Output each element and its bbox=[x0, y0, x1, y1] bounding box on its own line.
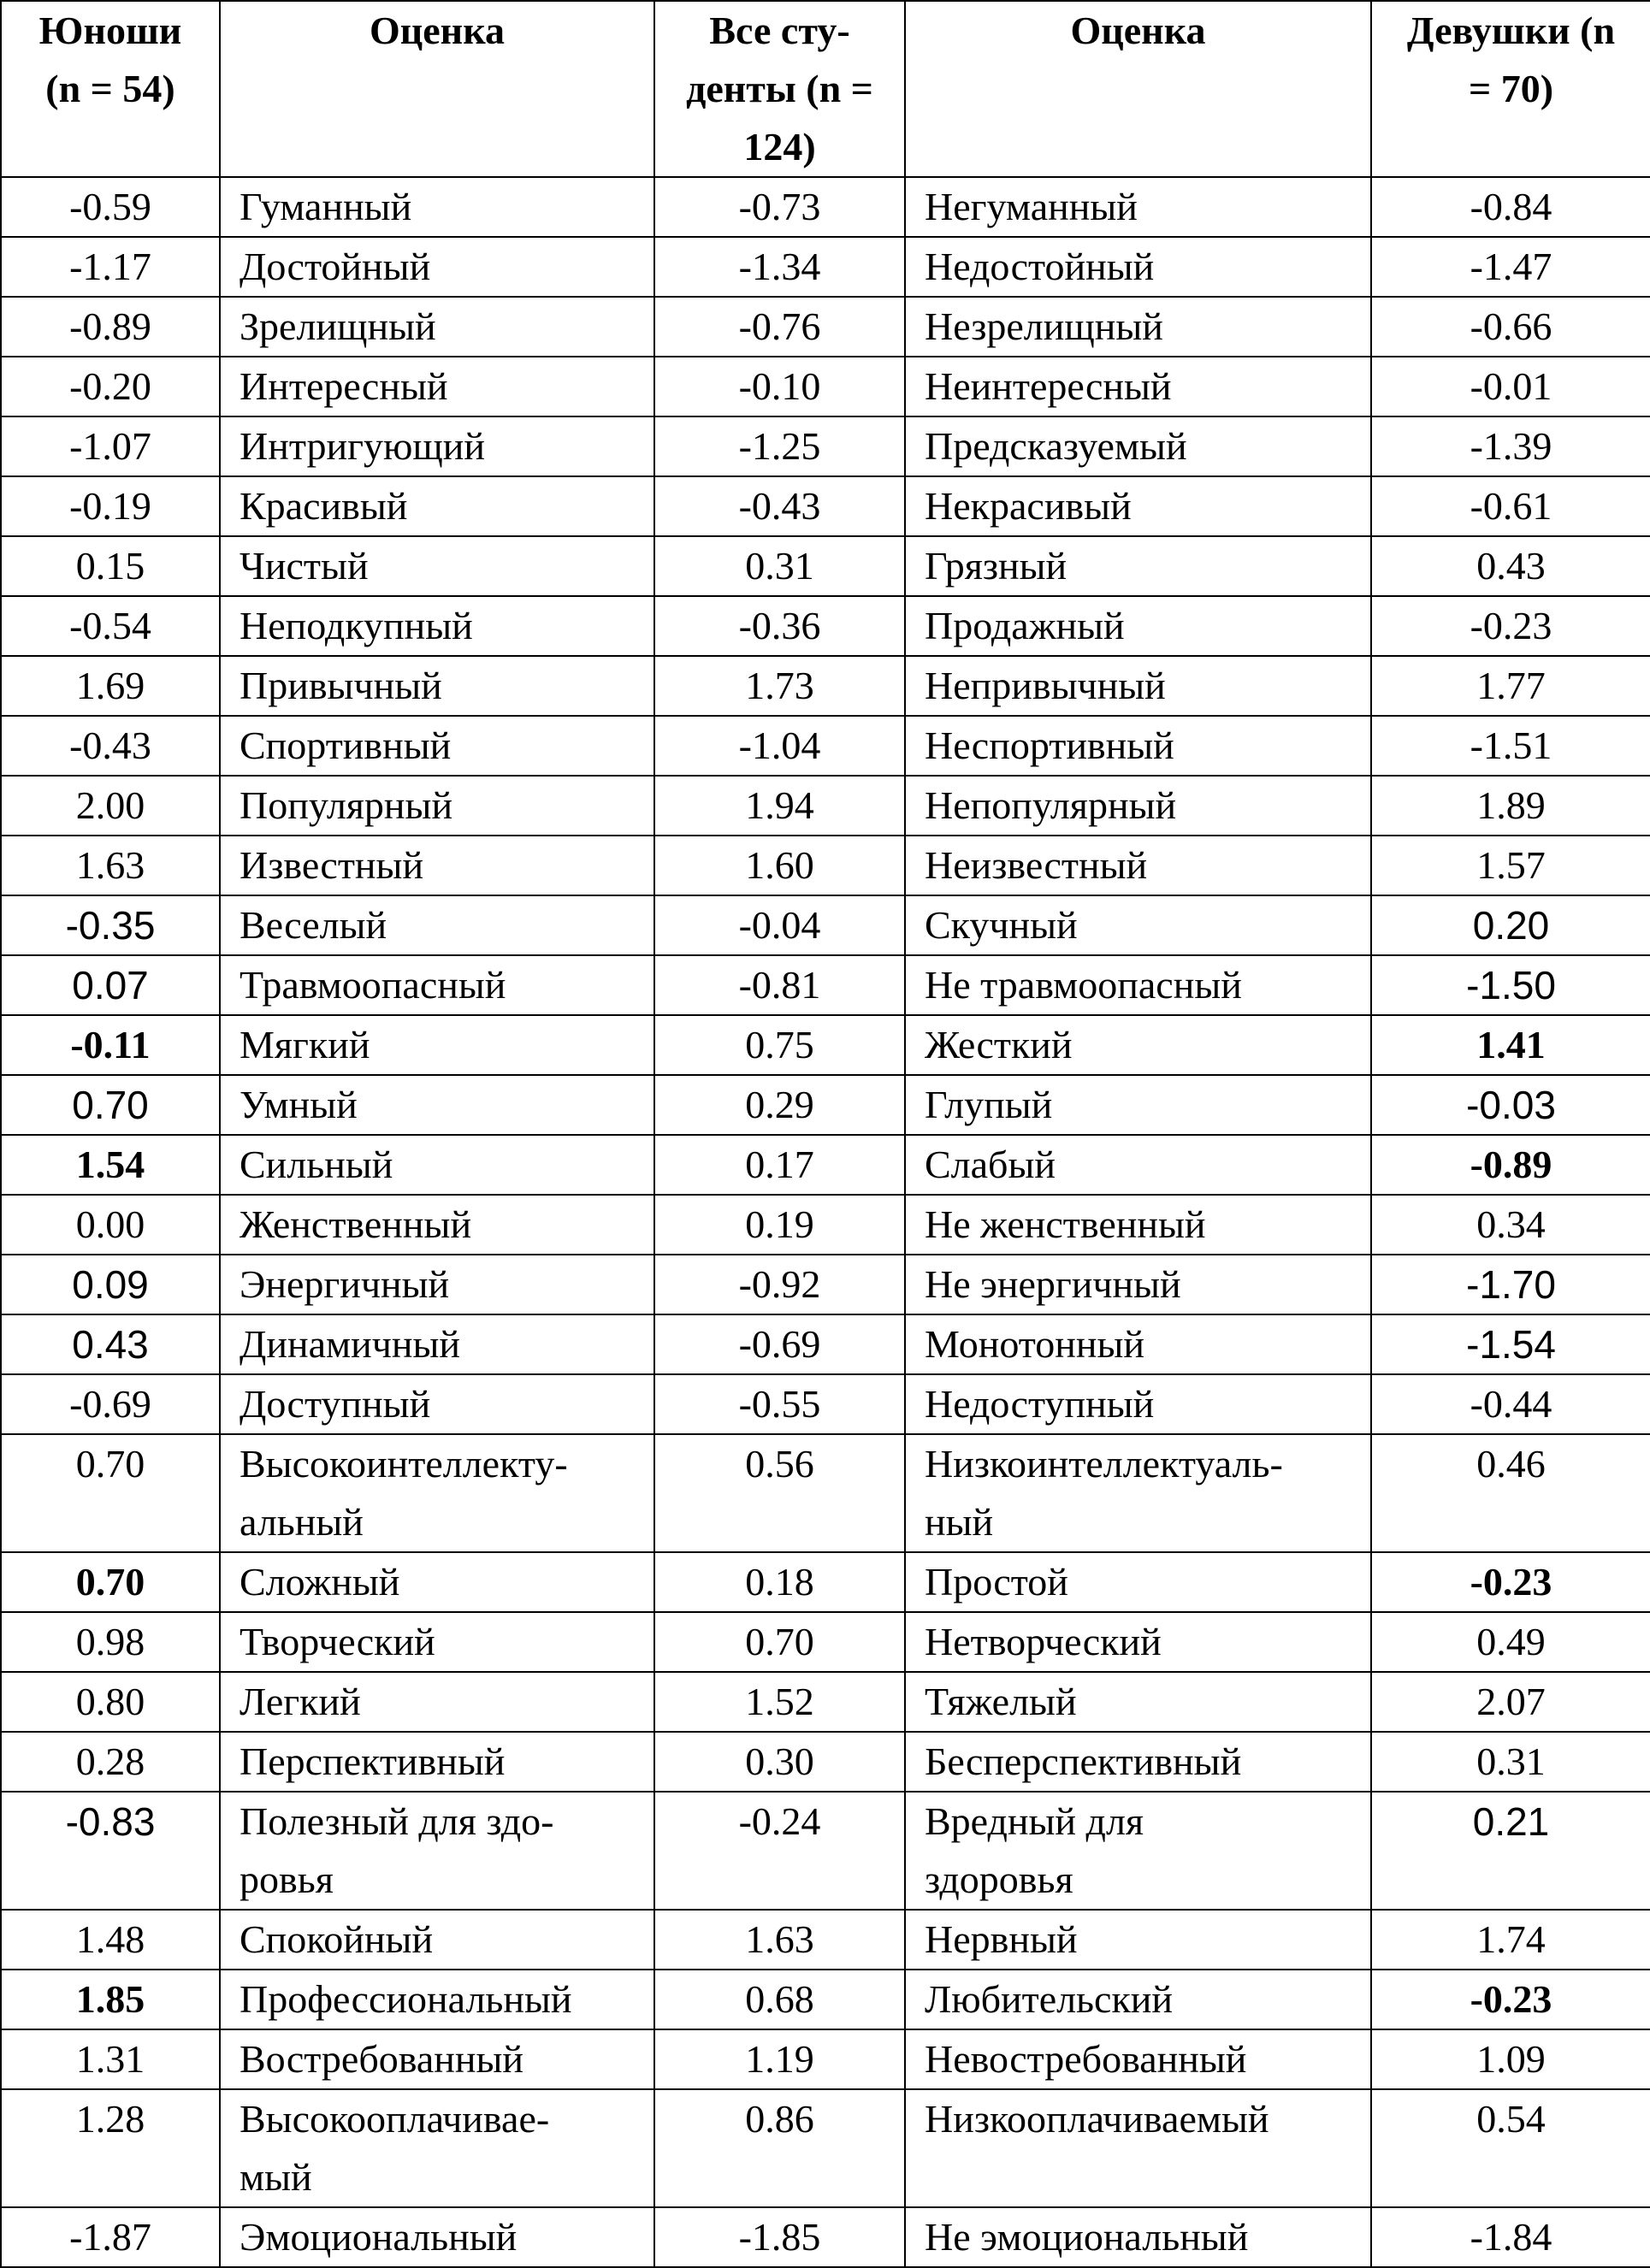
cell-negative-adjective: Не энергичный bbox=[905, 1255, 1371, 1314]
cell-girls-score: -0.66 bbox=[1371, 297, 1650, 357]
table-row bbox=[1, 297, 1650, 357]
table-row bbox=[1, 1075, 1650, 1135]
cell-positive-adjective: Травмоопасный bbox=[220, 955, 654, 1015]
table-row bbox=[1, 416, 1650, 476]
cell-all-students-score: 0.29 bbox=[654, 1075, 905, 1135]
cell-girls-score: 0.20 bbox=[1371, 895, 1650, 955]
cell-boys-score: 0.80 bbox=[1, 1672, 220, 1732]
cell-positive-adjective: Динамичный bbox=[220, 1314, 654, 1374]
table-row bbox=[1, 1792, 1650, 1910]
cell-girls-score: 1.41 bbox=[1371, 1015, 1650, 1075]
cell-positive-adjective: Известный bbox=[220, 836, 654, 895]
cell-boys-score: 1.48 bbox=[1, 1910, 220, 1970]
cell-positive-adjective: Интригующий bbox=[220, 416, 654, 476]
cell-positive-adjective: Полезный для здо- ровья bbox=[220, 1792, 654, 1910]
cell-positive-adjective: Веселый bbox=[220, 895, 654, 955]
table-row bbox=[1, 1314, 1650, 1374]
cell-boys-score: 0.09 bbox=[1, 1255, 220, 1314]
cell-all-students-score: 0.75 bbox=[654, 1015, 905, 1075]
cell-positive-adjective: Высокоинтеллекту- альный bbox=[220, 1434, 654, 1552]
table-row bbox=[1, 1434, 1650, 1552]
cell-girls-score: -1.70 bbox=[1371, 1255, 1650, 1314]
cell-girls-score: -1.51 bbox=[1371, 716, 1650, 776]
table-row bbox=[1, 177, 1650, 237]
cell-all-students-score: 1.94 bbox=[654, 776, 905, 836]
cell-all-students-score: 0.68 bbox=[654, 1970, 905, 2029]
cell-positive-adjective: Достойный bbox=[220, 237, 654, 297]
cell-negative-adjective: Низкооплачиваемый bbox=[905, 2089, 1371, 2207]
cell-all-students-score: 1.73 bbox=[654, 656, 905, 716]
cell-boys-score: 1.28 bbox=[1, 2089, 220, 2207]
cell-all-students-score: -1.25 bbox=[654, 416, 905, 476]
cell-negative-adjective: Неспортивный bbox=[905, 716, 1371, 776]
cell-boys-score: -0.11 bbox=[1, 1015, 220, 1075]
header-boys: Юноши (n = 54) bbox=[1, 1, 220, 177]
cell-positive-adjective: Творческий bbox=[220, 1612, 654, 1672]
cell-boys-score: -1.17 bbox=[1, 237, 220, 297]
cell-negative-adjective: Некрасивый bbox=[905, 476, 1371, 536]
cell-positive-adjective: Востребованный bbox=[220, 2029, 654, 2089]
cell-girls-score: -0.23 bbox=[1371, 596, 1650, 656]
cell-boys-score: -0.19 bbox=[1, 476, 220, 536]
table-row bbox=[1, 1552, 1650, 1612]
cell-positive-adjective: Популярный bbox=[220, 776, 654, 836]
cell-positive-adjective: Эмоциональный bbox=[220, 2207, 654, 2267]
cell-girls-score: 0.21 bbox=[1371, 1792, 1650, 1910]
cell-boys-score: 1.31 bbox=[1, 2029, 220, 2089]
cell-negative-adjective: Непривычный bbox=[905, 656, 1371, 716]
cell-girls-score: 1.74 bbox=[1371, 1910, 1650, 1970]
cell-girls-score: 0.49 bbox=[1371, 1612, 1650, 1672]
cell-positive-adjective: Умный bbox=[220, 1075, 654, 1135]
cell-all-students-score: 1.60 bbox=[654, 836, 905, 895]
cell-boys-score: -0.35 bbox=[1, 895, 220, 955]
table-row bbox=[1, 1672, 1650, 1732]
cell-boys-score: 0.98 bbox=[1, 1612, 220, 1672]
cell-boys-score: 1.85 bbox=[1, 1970, 220, 2029]
cell-positive-adjective: Спокойный bbox=[220, 1910, 654, 1970]
cell-negative-adjective: Грязный bbox=[905, 536, 1371, 596]
cell-all-students-score: 0.18 bbox=[654, 1552, 905, 1612]
table-row bbox=[1, 1374, 1650, 1434]
cell-boys-score: -0.59 bbox=[1, 177, 220, 237]
cell-positive-adjective: Сложный bbox=[220, 1552, 654, 1612]
cell-boys-score: -0.69 bbox=[1, 1374, 220, 1434]
header-rating-positive: Оценка bbox=[220, 1, 654, 177]
table-row bbox=[1, 536, 1650, 596]
cell-boys-score: 0.07 bbox=[1, 955, 220, 1015]
header-all-students: Все сту- денты (n = 124) bbox=[654, 1, 905, 177]
cell-all-students-score: 0.70 bbox=[654, 1612, 905, 1672]
table-row bbox=[1, 1612, 1650, 1672]
cell-girls-score: -0.23 bbox=[1371, 1552, 1650, 1612]
cell-negative-adjective: Бесперспективный bbox=[905, 1732, 1371, 1792]
header-rating-negative: Оценка bbox=[905, 1, 1371, 177]
cell-positive-adjective: Красивый bbox=[220, 476, 654, 536]
cell-negative-adjective: Не эмоциональный bbox=[905, 2207, 1371, 2267]
cell-all-students-score: 0.17 bbox=[654, 1135, 905, 1195]
cell-negative-adjective: Слабый bbox=[905, 1135, 1371, 1195]
cell-girls-score: -1.84 bbox=[1371, 2207, 1650, 2267]
table-row bbox=[1, 895, 1650, 955]
cell-all-students-score: -0.92 bbox=[654, 1255, 905, 1314]
cell-girls-score: 0.31 bbox=[1371, 1732, 1650, 1792]
cell-boys-score: -1.87 bbox=[1, 2207, 220, 2267]
table-row bbox=[1, 836, 1650, 895]
cell-positive-adjective: Профессиональный bbox=[220, 1970, 654, 2029]
cell-positive-adjective: Мягкий bbox=[220, 1015, 654, 1075]
cell-positive-adjective: Спортивный bbox=[220, 716, 654, 776]
cell-girls-score: -1.54 bbox=[1371, 1314, 1650, 1374]
cell-positive-adjective: Сильный bbox=[220, 1135, 654, 1195]
cell-all-students-score: -1.04 bbox=[654, 716, 905, 776]
table-row bbox=[1, 2029, 1650, 2089]
cell-boys-score: -0.83 bbox=[1, 1792, 220, 1910]
cell-positive-adjective: Энергичный bbox=[220, 1255, 654, 1314]
table-row bbox=[1, 1135, 1650, 1195]
table-row bbox=[1, 476, 1650, 536]
cell-boys-score: 1.63 bbox=[1, 836, 220, 895]
cell-negative-adjective: Неизвестный bbox=[905, 836, 1371, 895]
cell-all-students-score: 0.30 bbox=[654, 1732, 905, 1792]
table-row bbox=[1, 2207, 1650, 2267]
table-row bbox=[1, 1195, 1650, 1255]
cell-negative-adjective: Жесткий bbox=[905, 1015, 1371, 1075]
cell-boys-score: 0.15 bbox=[1, 536, 220, 596]
cell-girls-score: -1.39 bbox=[1371, 416, 1650, 476]
cell-negative-adjective: Нервный bbox=[905, 1910, 1371, 1970]
cell-negative-adjective: Негуманный bbox=[905, 177, 1371, 237]
cell-girls-score: -0.89 bbox=[1371, 1135, 1650, 1195]
cell-negative-adjective: Любительский bbox=[905, 1970, 1371, 2029]
cell-girls-score: 1.89 bbox=[1371, 776, 1650, 836]
cell-all-students-score: 0.56 bbox=[654, 1434, 905, 1552]
table-row bbox=[1, 955, 1650, 1015]
cell-negative-adjective: Неинтересный bbox=[905, 357, 1371, 416]
cell-girls-score: 1.77 bbox=[1371, 656, 1650, 716]
cell-all-students-score: 0.19 bbox=[654, 1195, 905, 1255]
cell-positive-adjective: Женственный bbox=[220, 1195, 654, 1255]
cell-positive-adjective: Высокооплачивае- мый bbox=[220, 2089, 654, 2207]
cell-all-students-score: -0.81 bbox=[654, 955, 905, 1015]
table-header bbox=[1, 1, 1650, 177]
cell-boys-score: 2.00 bbox=[1, 776, 220, 836]
cell-negative-adjective: Вредный для здоровья bbox=[905, 1792, 1371, 1910]
table-row bbox=[1, 716, 1650, 776]
cell-all-students-score: -1.85 bbox=[654, 2207, 905, 2267]
cell-boys-score: 0.00 bbox=[1, 1195, 220, 1255]
cell-girls-score: 0.46 bbox=[1371, 1434, 1650, 1552]
cell-negative-adjective: Незрелищный bbox=[905, 297, 1371, 357]
cell-all-students-score: -0.73 bbox=[654, 177, 905, 237]
cell-boys-score: 1.54 bbox=[1, 1135, 220, 1195]
cell-girls-score: -0.44 bbox=[1371, 1374, 1650, 1434]
cell-girls-score: -0.61 bbox=[1371, 476, 1650, 536]
cell-negative-adjective: Монотонный bbox=[905, 1314, 1371, 1374]
cell-boys-score: 1.69 bbox=[1, 656, 220, 716]
table-row bbox=[1, 1970, 1650, 2029]
cell-negative-adjective: Не женственный bbox=[905, 1195, 1371, 1255]
cell-boys-score: 0.70 bbox=[1, 1075, 220, 1135]
cell-all-students-score: 0.86 bbox=[654, 2089, 905, 2207]
table-row bbox=[1, 357, 1650, 416]
table-row bbox=[1, 1015, 1650, 1075]
header-row bbox=[1, 1, 1650, 177]
cell-negative-adjective: Тяжелый bbox=[905, 1672, 1371, 1732]
cell-girls-score: 0.43 bbox=[1371, 536, 1650, 596]
cell-all-students-score: 0.31 bbox=[654, 536, 905, 596]
table-row bbox=[1, 1732, 1650, 1792]
cell-positive-adjective: Гуманный bbox=[220, 177, 654, 237]
cell-negative-adjective: Предсказуемый bbox=[905, 416, 1371, 476]
cell-boys-score: -0.54 bbox=[1, 596, 220, 656]
cell-girls-score: -0.03 bbox=[1371, 1075, 1650, 1135]
table-row bbox=[1, 596, 1650, 656]
cell-negative-adjective: Нетворческий bbox=[905, 1612, 1371, 1672]
cell-boys-score: 0.70 bbox=[1, 1552, 220, 1612]
cell-negative-adjective: Скучный bbox=[905, 895, 1371, 955]
cell-boys-score: 0.43 bbox=[1, 1314, 220, 1374]
cell-boys-score: -0.43 bbox=[1, 716, 220, 776]
cell-positive-adjective: Доступный bbox=[220, 1374, 654, 1434]
cell-positive-adjective: Неподкупный bbox=[220, 596, 654, 656]
cell-all-students-score: 1.19 bbox=[654, 2029, 905, 2089]
cell-girls-score: 1.09 bbox=[1371, 2029, 1650, 2089]
cell-all-students-score: 1.63 bbox=[654, 1910, 905, 1970]
table-row bbox=[1, 1910, 1650, 1970]
cell-girls-score: -0.23 bbox=[1371, 1970, 1650, 2029]
cell-negative-adjective: Простой bbox=[905, 1552, 1371, 1612]
cell-negative-adjective: Недостойный bbox=[905, 237, 1371, 297]
cell-girls-score: 1.57 bbox=[1371, 836, 1650, 895]
cell-girls-score: 0.54 bbox=[1371, 2089, 1650, 2207]
cell-boys-score: -0.20 bbox=[1, 357, 220, 416]
cell-all-students-score: -0.69 bbox=[654, 1314, 905, 1374]
cell-boys-score: -0.89 bbox=[1, 297, 220, 357]
cell-girls-score: -0.84 bbox=[1371, 177, 1650, 237]
cell-girls-score: -1.50 bbox=[1371, 955, 1650, 1015]
table-row bbox=[1, 2089, 1650, 2207]
cell-boys-score: 0.70 bbox=[1, 1434, 220, 1552]
cell-all-students-score: -0.36 bbox=[654, 596, 905, 656]
cell-all-students-score: 1.52 bbox=[654, 1672, 905, 1732]
cell-positive-adjective: Зрелищный bbox=[220, 297, 654, 357]
cell-all-students-score: -0.04 bbox=[654, 895, 905, 955]
cell-negative-adjective: Низкоинтеллектуаль- ный bbox=[905, 1434, 1371, 1552]
cell-negative-adjective: Глупый bbox=[905, 1075, 1371, 1135]
cell-positive-adjective: Интересный bbox=[220, 357, 654, 416]
cell-negative-adjective: Не травмоопасный bbox=[905, 955, 1371, 1015]
cell-positive-adjective: Привычный bbox=[220, 656, 654, 716]
cell-boys-score: 0.28 bbox=[1, 1732, 220, 1792]
cell-negative-adjective: Недоступный bbox=[905, 1374, 1371, 1434]
cell-all-students-score: -1.34 bbox=[654, 237, 905, 297]
cell-boys-score: -1.07 bbox=[1, 416, 220, 476]
cell-positive-adjective: Легкий bbox=[220, 1672, 654, 1732]
table-row bbox=[1, 776, 1650, 836]
cell-girls-score: 2.07 bbox=[1371, 1672, 1650, 1732]
cell-girls-score: -0.01 bbox=[1371, 357, 1650, 416]
table-row bbox=[1, 1255, 1650, 1314]
table-row bbox=[1, 656, 1650, 716]
cell-all-students-score: -0.24 bbox=[654, 1792, 905, 1910]
cell-positive-adjective: Чистый bbox=[220, 536, 654, 596]
cell-negative-adjective: Невостребованный bbox=[905, 2029, 1371, 2089]
cell-all-students-score: -0.55 bbox=[654, 1374, 905, 1434]
cell-positive-adjective: Перспективный bbox=[220, 1732, 654, 1792]
cell-negative-adjective: Непопулярный bbox=[905, 776, 1371, 836]
cell-all-students-score: -0.76 bbox=[654, 297, 905, 357]
cell-all-students-score: -0.10 bbox=[654, 357, 905, 416]
cell-girls-score: -1.47 bbox=[1371, 237, 1650, 297]
table-row bbox=[1, 237, 1650, 297]
header-girls: Девушки (n = 70) bbox=[1371, 1, 1650, 177]
cell-all-students-score: -0.43 bbox=[654, 476, 905, 536]
table-body bbox=[1, 177, 1650, 2267]
cell-negative-adjective: Продажный bbox=[905, 596, 1371, 656]
cell-girls-score: 0.34 bbox=[1371, 1195, 1650, 1255]
